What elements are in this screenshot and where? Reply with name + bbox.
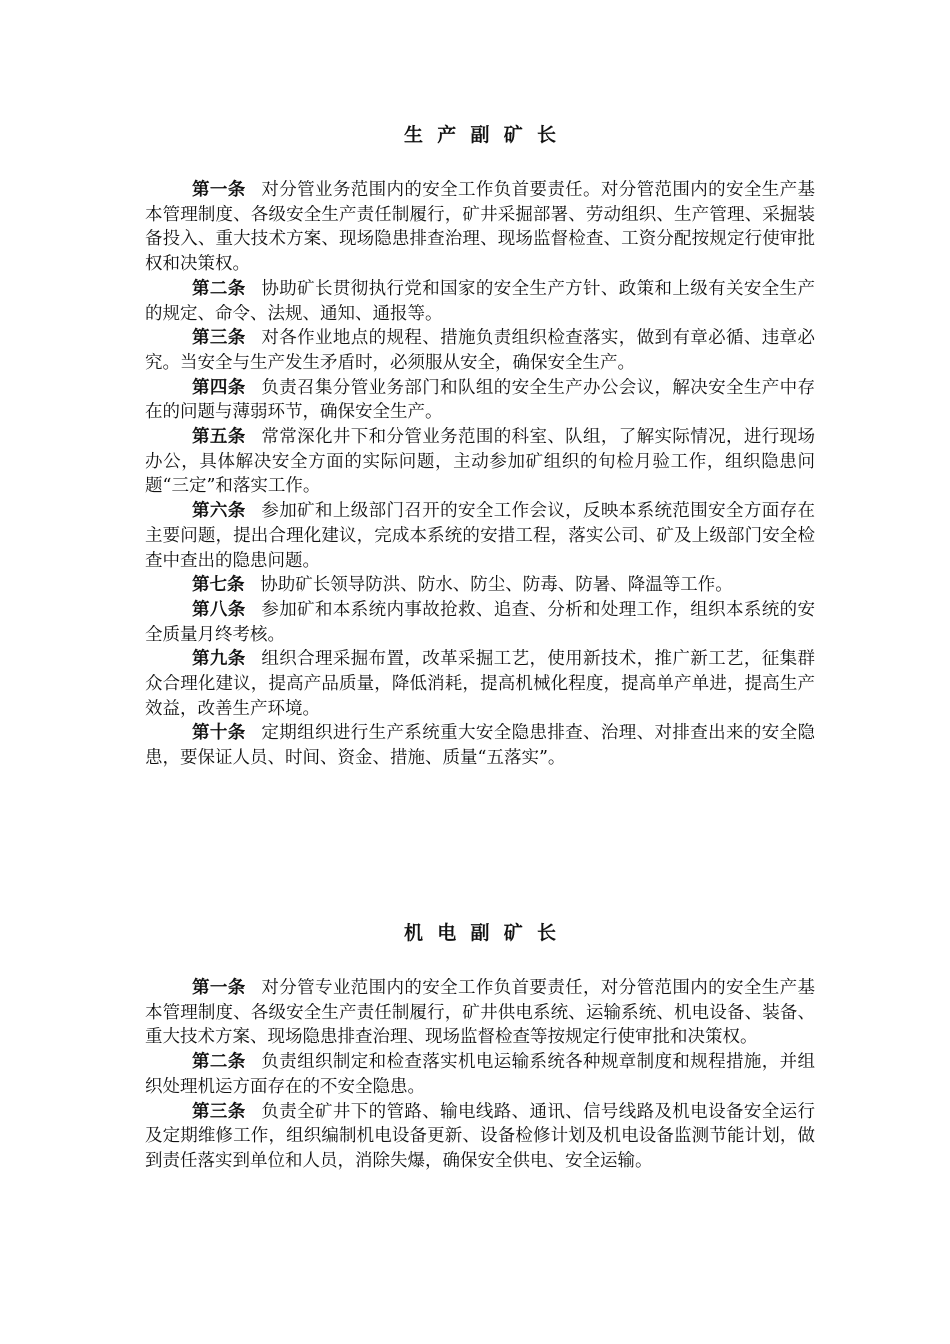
article-3 [145, 1100, 815, 1174]
section-title: 机电副矿长 [403, 922, 571, 944]
article-text: 协助矿长贯彻执行党和国家的安全生产方针、政策和上级有关安全生产的规定、命令、法规、通知、通报等。 [145, 278, 816, 324]
section-title: 生产副矿长 [403, 124, 571, 146]
article-1 [145, 178, 815, 277]
article-9 [145, 647, 815, 721]
article-1 [145, 976, 815, 1050]
article-text: 定期组织进行生产系统重大安全隐患排查、治理、对排查出来的安全隐患，要保证人员、时间、资金、措施、质量“五落实”。 [145, 723, 816, 769]
section-electromechanical-deputy [145, 918, 815, 1174]
article-8 [145, 598, 815, 647]
article-text: 组织合理采掘布置，改革采掘工艺，使用新技术，推广新工艺，征集群众合理化建议，提高产品质量，降低消耗，提高机械化程度，提高单产单进，提高生产效益，改善生产环境。 [145, 649, 816, 719]
article-text: 负责组织制定和检查落实机电运输系统各种规章制度和规程措施，并组织处理机运方面存在的不安全隐患。 [145, 1052, 816, 1097]
article-number: 第七条 [192, 575, 245, 596]
article-text: 协助矿长领导防洪、防水、防尘、防毒、防暑、降温等工作。 [260, 575, 733, 596]
article-10 [145, 721, 815, 770]
article-6 [145, 499, 815, 573]
article-text: 参加矿和本系统内事故抢救、追查、分析和处理工作，组织本系统的安全质量月终考核。 [145, 599, 816, 645]
article-4 [145, 376, 815, 425]
article-number: 第五条 [192, 427, 246, 448]
article-number: 第九条 [192, 649, 246, 670]
article-number: 第十条 [192, 723, 246, 744]
article-text: 对分管专业范围内的安全工作负首要责任，对分管范围内的安全生产基本管理制度、各级安全生产责任制履行，矿井供电系统、运输系统、机电设备、装备、重大技术方案、现场隐患排查治理、现场监督检查等按规定行使审批和决策权。 [145, 978, 816, 1048]
article-text: 负责全矿井下的管路、输电线路、通讯、信号线路及机电设备安全运行及定期维修工作，组织编制机电设备更新、设备检修计划及机电设备监测节能计划，做到责任落实到单位和人员，消除失爆，确保安全供电、安全运输。 [145, 1101, 816, 1171]
article-number: 第八条 [192, 599, 246, 620]
section-production-deputy [145, 120, 815, 771]
article-number: 第二条 [192, 1052, 246, 1073]
article-3 [145, 326, 815, 375]
article-text: 常常深化井下和分管业务范围的科室、队组，了解实际情况，进行现场办公，具体解决安全方面的实际问题，主动参加矿组织的旬检月验工作，组织隐患问题“三定”和落实工作。 [145, 427, 816, 497]
article-number: 第二条 [192, 278, 246, 299]
article-5 [145, 425, 815, 499]
article-2 [145, 1050, 815, 1099]
article-number: 第一条 [192, 978, 246, 998]
article-number: 第三条 [192, 328, 246, 349]
article-text: 对各作业地点的规程、措施负责组织检查落实，做到有章必循、违章必究。当安全与生产发生矛盾时，必须服从安全，确保安全生产。 [145, 328, 816, 373]
article-2 [145, 277, 815, 326]
article-text: 参加矿和上级部门召开的安全工作会议，反映本系统范围安全方面存在主要问题，提出合理化建议，完成本系统的安措工程，落实公司、矿及上级部门安全检查中查出的隐患问题。 [145, 501, 816, 571]
article-number: 第六条 [192, 501, 246, 522]
article-number: 第三条 [192, 1101, 246, 1122]
article-7 [145, 573, 815, 598]
article-number: 第四条 [192, 377, 246, 398]
article-text: 负责召集分管业务部门和队组的安全生产办公会议，解决安全生产中存在的问题与薄弱环节，确保安全生产。 [145, 377, 816, 423]
article-text: 对分管业务范围内的安全工作负首要责任。对分管范围内的安全生产基本管理制度、各级安全生产责任制履行，矿井采掘部署、劳动组织、生产管理、采掘装备投入、重大技术方案、现场隐患排查治理、现场监督检查、工资分配按规定行使审批权和决策权。 [145, 180, 816, 275]
article-number: 第一条 [192, 180, 246, 200]
